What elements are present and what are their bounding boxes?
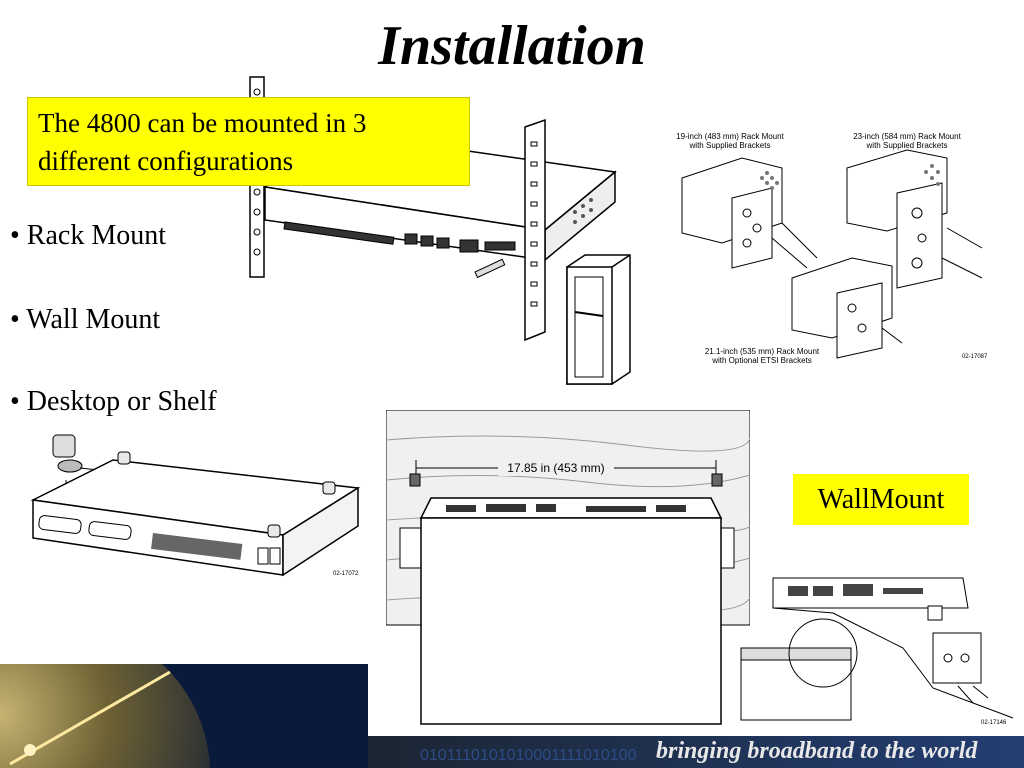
caption-23-line2: with Supplied Brackets [866,141,948,150]
caption-19-line2: with Supplied Brackets [689,141,771,150]
wallmount-label: WallMount [793,474,969,525]
figure-id: 02-17146 [981,720,1007,726]
list-item: • Wall Mount [10,304,161,335]
slide-title: Installation [378,15,646,77]
desktop-mount-illustration [28,430,368,590]
svg-text:0101110101010001111010100: 0101110101010001111010100 [420,747,637,764]
list-item: • Rack Mount [10,220,167,251]
caption-21-line2: with Optional ETSI Brackets [712,356,812,365]
caption-19-line1: 19-inch (483 mm) Rack Mount [676,132,784,141]
figure-id: 02-17087 [962,354,988,360]
caption-21-line1: 21.1-inch (535 mm) Rack Mount [704,347,820,356]
list-item: • Desktop or Shelf [10,386,217,417]
caption-23-line1: 23-inch (584 mm) Rack Mount [853,132,961,141]
dimension-label: 17.85 in (453 mm) [507,461,605,475]
footer-tagline: bringing broadband to the world [656,738,978,764]
figure-id: 02-17072 [333,571,359,577]
rack-bracket-diagram [672,128,1012,370]
mounting-callout: The 4800 can be mounted in 3 different configurations [27,97,470,186]
